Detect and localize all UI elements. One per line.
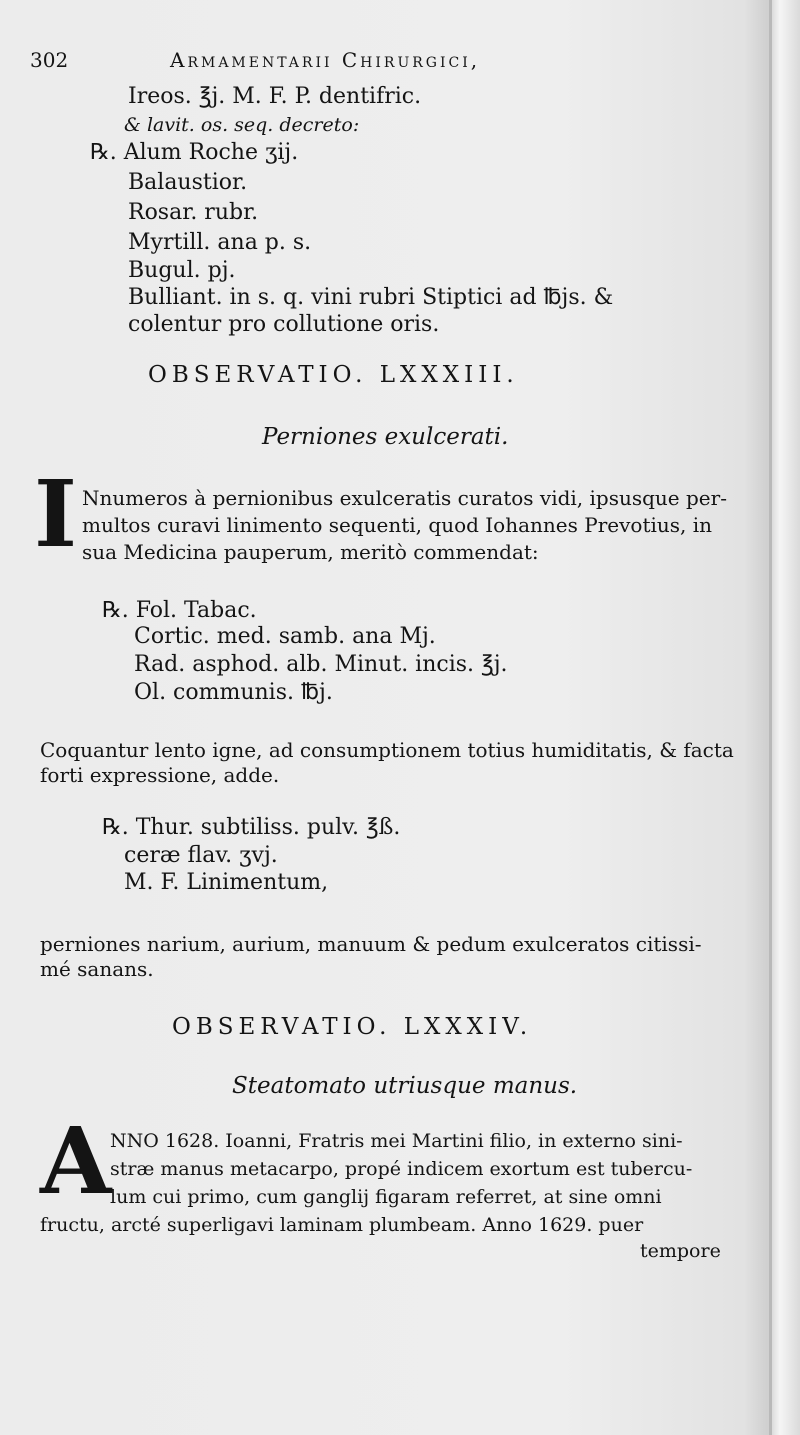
page-header [30, 48, 590, 84]
paragraph-line: Coquantur lento igne, ad consumptionem totius humiditatis, & facta [40, 738, 734, 762]
paragraph-line: NNO 1628. Ioanni, Fratris mei Martini filio, in externo sini- [110, 1130, 683, 1152]
recipe-line: Ireos. ℥j. M. F. P. dentifric. [128, 84, 422, 109]
paragraph-line: Nnumeros à pernionibus exulceratis curatos vidi, ipsusque per- [82, 486, 727, 510]
paragraph-line: sua Medicina pauperum, meritò commendat: [82, 540, 539, 564]
recipe-line: Rad. asphod. alb. Minut. incis. ℥j. [134, 652, 508, 677]
drop-cap: A [40, 1107, 112, 1215]
recipe-line: Balaustior. [128, 170, 248, 195]
catchword: tempore [640, 1240, 721, 1262]
recipe-line: M. F. Linimentum, [124, 870, 329, 895]
page-number: 302 [30, 48, 69, 72]
paragraph-line: lum cui primo, cum ganglij figaram referret, at sine omni [110, 1186, 662, 1208]
recipe-line: ℞. Thur. subtiliss. pulv. ℥ß. [102, 815, 401, 840]
running-title: Armamentarii Chirurgici, [170, 48, 481, 72]
page-edge [769, 0, 772, 1435]
recipe-line: Myrtill. ana p. s. [128, 230, 312, 255]
paragraph-line: fructu, arcté superligavi laminam plumbeam. Anno 1629. puer [40, 1214, 644, 1236]
observation-heading: OBSERVATIO. LXXXIV. [172, 1014, 533, 1040]
observation-subtitle: Steatomato utriusque manus. [232, 1073, 578, 1099]
paragraph-line: forti expressione, adde. [40, 763, 280, 787]
recipe-line: ℞. Fol. Tabac. [102, 598, 257, 623]
recipe-line: Bulliant. in s. q. vini rubri Stiptici ad ℔js. & [128, 285, 614, 310]
recipe-line: ℞. Alum Roche ʒij. [90, 140, 299, 165]
paragraph-line: mé sanans. [40, 957, 154, 981]
paragraph-line: stræ manus metacarpo, propé indicem exortum est tubercu- [110, 1158, 693, 1180]
recipe-line: ceræ flav. ʒvj. [124, 843, 278, 868]
recipe-line: Ol. communis. ℔j. [134, 680, 333, 705]
recipe-line: Rosar. rubr. [128, 200, 259, 225]
paragraph-line: perniones narium, aurium, manuum & pedum exulceratos citissi- [40, 932, 702, 956]
paragraph-line: multos curavi linimento sequenti, quod Iohannes Prevotius, in [82, 513, 713, 537]
recipe-line: Bugul. pj. [128, 258, 236, 283]
drop-cap: I [34, 460, 78, 568]
observation-heading: OBSERVATIO. LXXXIII. [148, 362, 519, 388]
recipe-line: colentur pro collutione oris. [128, 312, 440, 337]
recipe-line: & lavit. os. seq. decreto: [124, 114, 360, 136]
recipe-line: Cortic. med. samb. ana Mj. [134, 624, 436, 649]
observation-subtitle: Perniones exulcerati. [262, 424, 509, 450]
